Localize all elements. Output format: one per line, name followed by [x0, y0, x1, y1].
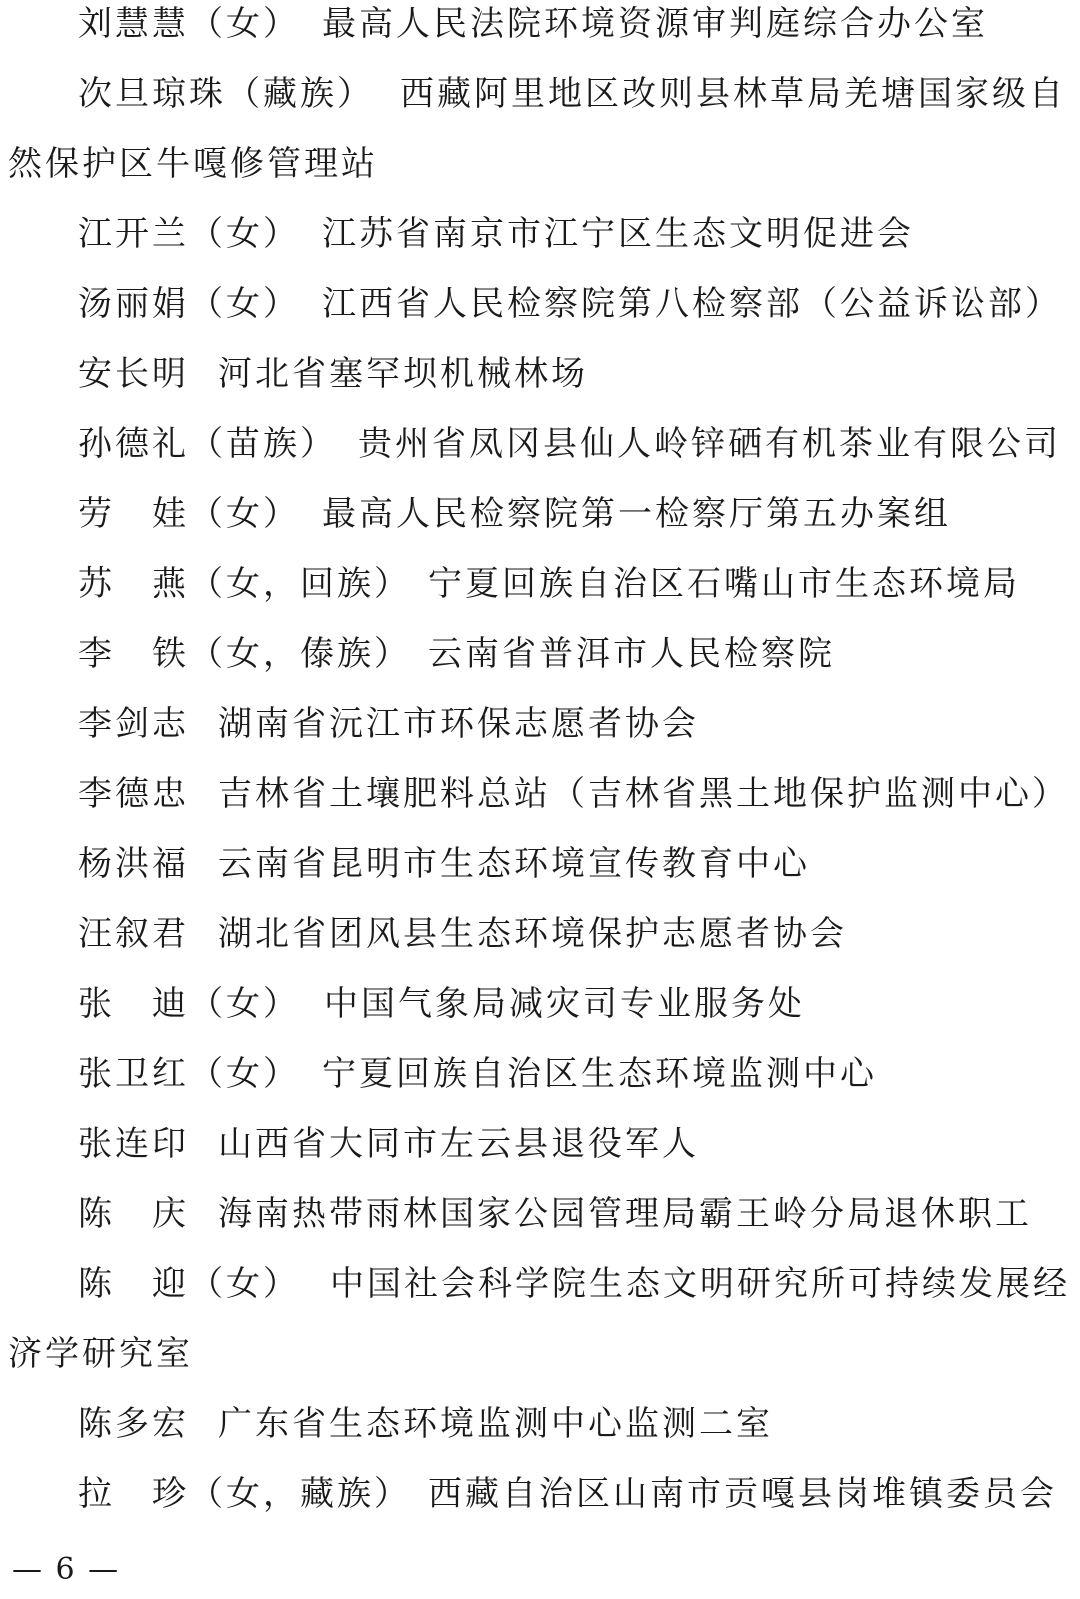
list-item: [78, 774, 1069, 814]
organization: 云南省昆明市生态环境宣传教育中心: [218, 844, 810, 884]
list-item: [78, 914, 847, 954]
person-name: 李 铁（女，傣族）: [78, 634, 411, 674]
organization: 宁夏回族自治区生态环境监测中心: [322, 1054, 877, 1094]
person-name: 苏 燕（女，回族）: [78, 564, 411, 604]
person-name: 陈多宏: [78, 1404, 189, 1444]
organization: 最高人民检察院第一检察厅第五办案组: [322, 494, 951, 534]
organization: 河北省塞罕坝机械林场: [218, 354, 588, 394]
list-item: [78, 844, 810, 884]
list-item: [78, 634, 835, 674]
person-name: 次旦琼珠（藏族）: [78, 74, 374, 114]
list-item-continuation: [8, 1334, 193, 1374]
list-item: [78, 1474, 1057, 1514]
person-name: 张连印: [78, 1124, 189, 1164]
person-name: 劳 娃（女）: [78, 494, 300, 534]
organization: 海南热带雨林国家公园管理局霸王岭分局退休职工: [218, 1194, 1032, 1234]
list-item: [78, 354, 588, 394]
organization: 中国社会科学院生态文明研究所可持续发展经: [330, 1264, 1070, 1304]
organization-continued: 济学研究室: [8, 1334, 193, 1374]
organization: 广东省生态环境监测中心监测二室: [218, 1404, 773, 1444]
person-name: 汤丽娟（女）: [78, 284, 300, 324]
organization: 湖北省团风县生态环境保护志愿者协会: [218, 914, 847, 954]
list-item: [78, 564, 1020, 604]
organization: 中国气象局减灾司专业服务处: [324, 984, 805, 1024]
person-name: 张 迪（女）: [78, 984, 300, 1024]
person-name: 拉 珍（女，藏族）: [78, 1474, 411, 1514]
person-name: 陈 庆: [78, 1194, 189, 1234]
person-name: 李德忠: [78, 774, 189, 814]
list-item: [78, 4, 988, 44]
organization: 最高人民法院环境资源审判庭综合办公室: [322, 4, 988, 44]
list-item: [78, 1194, 1032, 1234]
person-name: 杨洪福: [78, 844, 189, 884]
organization: 江苏省南京市江宁区生态文明促进会: [322, 214, 914, 254]
organization: 江西省人民检察院第八检察部（公益诉讼部）: [322, 284, 1062, 324]
list-item: [78, 1054, 877, 1094]
list-item: [78, 214, 914, 254]
organization-continued: 然保护区牛嘎修管理站: [8, 144, 378, 184]
list-item: [78, 1404, 773, 1444]
organization: 宁夏回族自治区石嘴山市生态环境局: [428, 564, 1020, 604]
list-item: [78, 494, 951, 534]
list-item: [78, 984, 805, 1024]
organization: 西藏阿里地区改则县林草局羌塘国家级自: [400, 74, 1066, 114]
person-name: 汪叙君: [78, 914, 189, 954]
list-item: [78, 1124, 699, 1164]
organization: 山西省大同市左云县退役军人: [218, 1124, 699, 1164]
page-number: — 6 —: [12, 1552, 121, 1587]
list-item: [78, 424, 1061, 464]
person-name: 张卫红（女）: [78, 1054, 300, 1094]
list-item-continuation: [8, 144, 378, 184]
organization: 西藏自治区山南市贡嘎县岗堆镇委员会: [428, 1474, 1057, 1514]
organization: 湖南省沅江市环保志愿者协会: [218, 704, 699, 744]
person-name: 孙德礼（苗族）: [78, 424, 337, 464]
person-name: 江开兰（女）: [78, 214, 300, 254]
list-item: [78, 704, 699, 744]
person-name: 刘慧慧（女）: [78, 4, 300, 44]
person-name: 安长明: [78, 354, 189, 394]
organization: 吉林省土壤肥料总站（吉林省黑土地保护监测中心）: [218, 774, 1069, 814]
list-item: [78, 284, 1062, 324]
person-name: 李剑志: [78, 704, 189, 744]
organization: 贵州省凤冈县仙人岭锌硒有机茶业有限公司: [358, 424, 1061, 464]
list-item: [78, 74, 1066, 114]
organization: 云南省普洱市人民检察院: [428, 634, 835, 674]
person-name: 陈 迎（女）: [78, 1264, 300, 1304]
list-item: [78, 1264, 1070, 1304]
